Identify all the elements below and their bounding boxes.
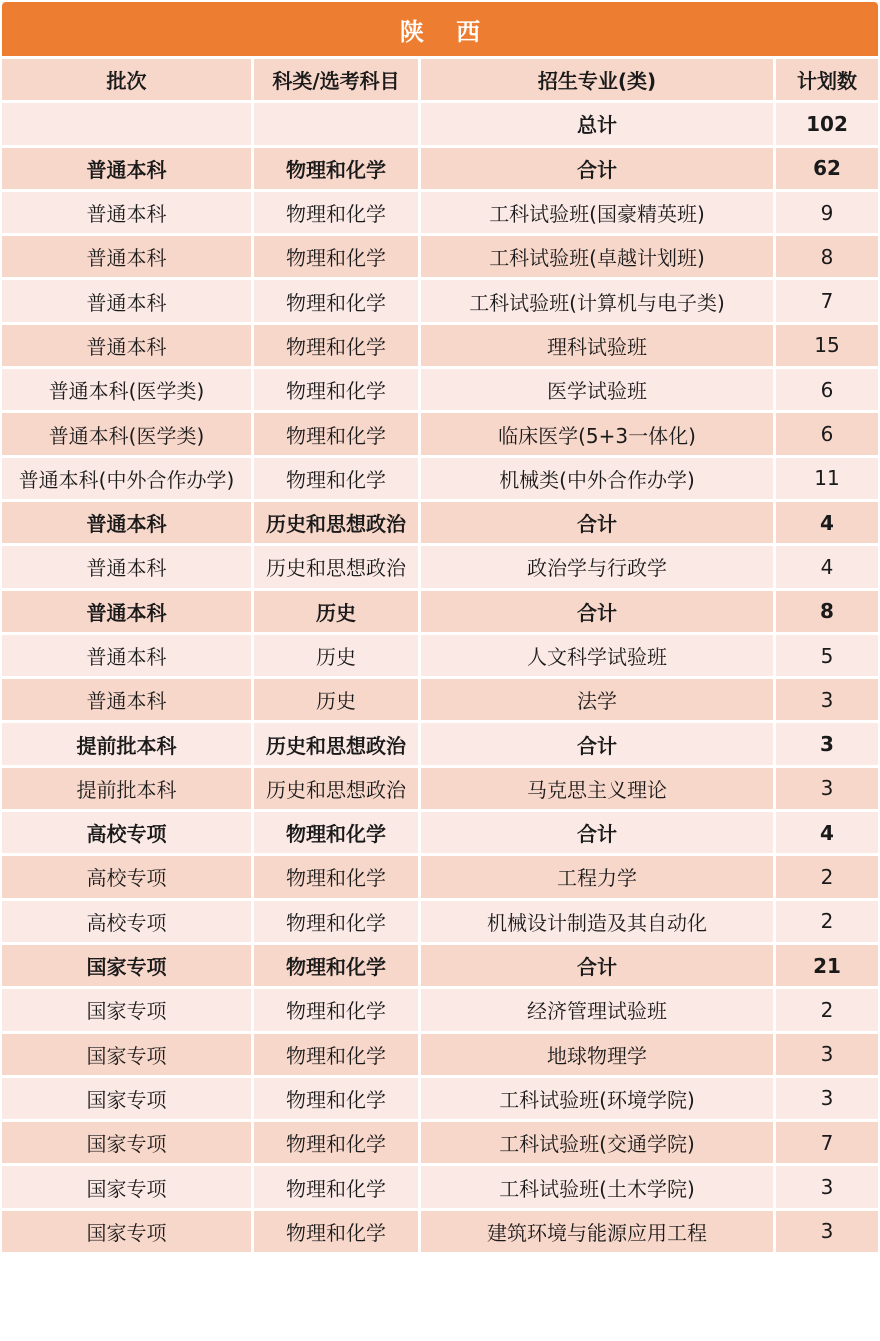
cell-count: 3 <box>776 768 878 812</box>
cell-count: 6 <box>776 369 878 413</box>
cell-batch: 普通本科(医学类) <box>2 369 254 413</box>
cell-major: 法学 <box>421 679 776 723</box>
cell-count: 102 <box>776 103 878 147</box>
cell-count: 9 <box>776 192 878 236</box>
table-row <box>2 192 878 236</box>
table-row <box>2 679 878 723</box>
table-row <box>2 989 878 1033</box>
cell-subject <box>254 103 421 147</box>
table-body <box>2 103 878 1255</box>
cell-subject: 物理和化学 <box>254 945 421 989</box>
cell-major: 地球物理学 <box>421 1034 776 1078</box>
cell-subject: 物理和化学 <box>254 1034 421 1078</box>
cell-major: 经济管理试验班 <box>421 989 776 1033</box>
table-row <box>2 236 878 280</box>
cell-major: 工科试验班(卓越计划班) <box>421 236 776 280</box>
cell-count: 3 <box>776 1211 878 1255</box>
table-subtotal-row <box>2 723 878 767</box>
cell-major: 马克思主义理论 <box>421 768 776 812</box>
cell-batch: 国家专项 <box>2 989 254 1033</box>
cell-major: 合计 <box>421 723 776 767</box>
cell-count: 8 <box>776 236 878 280</box>
cell-subject: 物理和化学 <box>254 1211 421 1255</box>
table-subtotal-row <box>2 103 878 147</box>
table-header-row <box>2 59 878 103</box>
cell-subject: 物理和化学 <box>254 148 421 192</box>
cell-major: 机械类(中外合作办学) <box>421 458 776 502</box>
cell-batch: 普通本科 <box>2 148 254 192</box>
cell-major: 合计 <box>421 945 776 989</box>
header-batch: 批次 <box>2 59 254 103</box>
cell-major: 理科试验班 <box>421 325 776 369</box>
cell-batch: 高校专项 <box>2 812 254 856</box>
header-count: 计划数 <box>776 59 878 103</box>
cell-subject: 物理和化学 <box>254 236 421 280</box>
cell-count: 4 <box>776 502 878 546</box>
cell-subject: 物理和化学 <box>254 989 421 1033</box>
cell-batch: 国家专项 <box>2 1078 254 1122</box>
cell-subject: 物理和化学 <box>254 1122 421 1166</box>
cell-major: 工科试验班(土木学院) <box>421 1166 776 1210</box>
cell-major: 合计 <box>421 148 776 192</box>
cell-major: 临床医学(5+3一体化) <box>421 413 776 457</box>
table-row <box>2 1122 878 1166</box>
cell-count: 7 <box>776 280 878 324</box>
enrollment-table <box>2 59 878 1255</box>
table-row <box>2 1166 878 1210</box>
cell-batch: 提前批本科 <box>2 768 254 812</box>
cell-subject: 物理和化学 <box>254 280 421 324</box>
cell-count: 11 <box>776 458 878 502</box>
cell-major: 工科试验班(环境学院) <box>421 1078 776 1122</box>
cell-count: 8 <box>776 591 878 635</box>
cell-batch: 国家专项 <box>2 1166 254 1210</box>
cell-major: 工科试验班(计算机与电子类) <box>421 280 776 324</box>
table-row <box>2 1078 878 1122</box>
province-title: 陕 西 <box>2 2 878 56</box>
cell-batch: 普通本科 <box>2 591 254 635</box>
cell-major: 工程力学 <box>421 856 776 900</box>
cell-subject: 历史和思想政治 <box>254 768 421 812</box>
cell-major: 人文科学试验班 <box>421 635 776 679</box>
cell-count: 5 <box>776 635 878 679</box>
cell-count: 3 <box>776 1166 878 1210</box>
table-subtotal-row <box>2 591 878 635</box>
table-row <box>2 635 878 679</box>
cell-batch: 国家专项 <box>2 945 254 989</box>
cell-batch: 普通本科 <box>2 280 254 324</box>
cell-major: 工科试验班(国豪精英班) <box>421 192 776 236</box>
cell-batch: 高校专项 <box>2 856 254 900</box>
table-row <box>2 413 878 457</box>
cell-major: 合计 <box>421 812 776 856</box>
table-row <box>2 546 878 590</box>
cell-subject: 物理和化学 <box>254 1078 421 1122</box>
table-row <box>2 1034 878 1078</box>
cell-batch: 普通本科 <box>2 236 254 280</box>
cell-batch: 普通本科 <box>2 679 254 723</box>
table-row <box>2 901 878 945</box>
table-row <box>2 458 878 502</box>
cell-subject: 历史 <box>254 635 421 679</box>
cell-count: 7 <box>776 1122 878 1166</box>
header-subject: 科类/选考科目 <box>254 59 421 103</box>
cell-batch: 普通本科 <box>2 635 254 679</box>
cell-count: 3 <box>776 723 878 767</box>
cell-batch: 国家专项 <box>2 1122 254 1166</box>
cell-batch: 普通本科 <box>2 546 254 590</box>
cell-major: 合计 <box>421 591 776 635</box>
cell-major: 医学试验班 <box>421 369 776 413</box>
cell-count: 4 <box>776 546 878 590</box>
cell-count: 3 <box>776 1034 878 1078</box>
cell-count: 4 <box>776 812 878 856</box>
cell-major: 总计 <box>421 103 776 147</box>
table-row <box>2 325 878 369</box>
cell-subject: 历史和思想政治 <box>254 502 421 546</box>
cell-batch: 高校专项 <box>2 901 254 945</box>
cell-subject: 物理和化学 <box>254 901 421 945</box>
cell-batch: 普通本科 <box>2 192 254 236</box>
cell-major: 建筑环境与能源应用工程 <box>421 1211 776 1255</box>
header-major: 招生专业(类) <box>421 59 776 103</box>
table-row <box>2 768 878 812</box>
cell-subject: 物理和化学 <box>254 812 421 856</box>
cell-batch: 国家专项 <box>2 1211 254 1255</box>
cell-subject: 物理和化学 <box>254 413 421 457</box>
table-subtotal-row <box>2 945 878 989</box>
table-subtotal-row <box>2 148 878 192</box>
cell-subject: 物理和化学 <box>254 1166 421 1210</box>
cell-count: 2 <box>776 989 878 1033</box>
cell-batch <box>2 103 254 147</box>
cell-subject: 历史和思想政治 <box>254 723 421 767</box>
cell-batch: 普通本科(医学类) <box>2 413 254 457</box>
cell-subject: 物理和化学 <box>254 325 421 369</box>
cell-batch: 国家专项 <box>2 1034 254 1078</box>
cell-subject: 物理和化学 <box>254 369 421 413</box>
cell-major: 合计 <box>421 502 776 546</box>
cell-count: 21 <box>776 945 878 989</box>
cell-major: 政治学与行政学 <box>421 546 776 590</box>
cell-count: 2 <box>776 856 878 900</box>
cell-subject: 历史 <box>254 679 421 723</box>
cell-count: 3 <box>776 1078 878 1122</box>
table-subtotal-row <box>2 502 878 546</box>
cell-major: 机械设计制造及其自动化 <box>421 901 776 945</box>
cell-batch: 提前批本科 <box>2 723 254 767</box>
table-subtotal-row <box>2 812 878 856</box>
table-row <box>2 280 878 324</box>
cell-batch: 普通本科(中外合作办学) <box>2 458 254 502</box>
table-row <box>2 369 878 413</box>
cell-count: 2 <box>776 901 878 945</box>
enrollment-plan-panel <box>2 2 878 1255</box>
cell-count: 3 <box>776 679 878 723</box>
cell-batch: 普通本科 <box>2 502 254 546</box>
cell-count: 6 <box>776 413 878 457</box>
table-row <box>2 856 878 900</box>
table-row <box>2 1211 878 1255</box>
cell-subject: 物理和化学 <box>254 856 421 900</box>
cell-count: 15 <box>776 325 878 369</box>
cell-batch: 普通本科 <box>2 325 254 369</box>
cell-subject: 物理和化学 <box>254 458 421 502</box>
cell-subject: 历史 <box>254 591 421 635</box>
cell-major: 工科试验班(交通学院) <box>421 1122 776 1166</box>
cell-subject: 物理和化学 <box>254 192 421 236</box>
cell-count: 62 <box>776 148 878 192</box>
cell-subject: 历史和思想政治 <box>254 546 421 590</box>
